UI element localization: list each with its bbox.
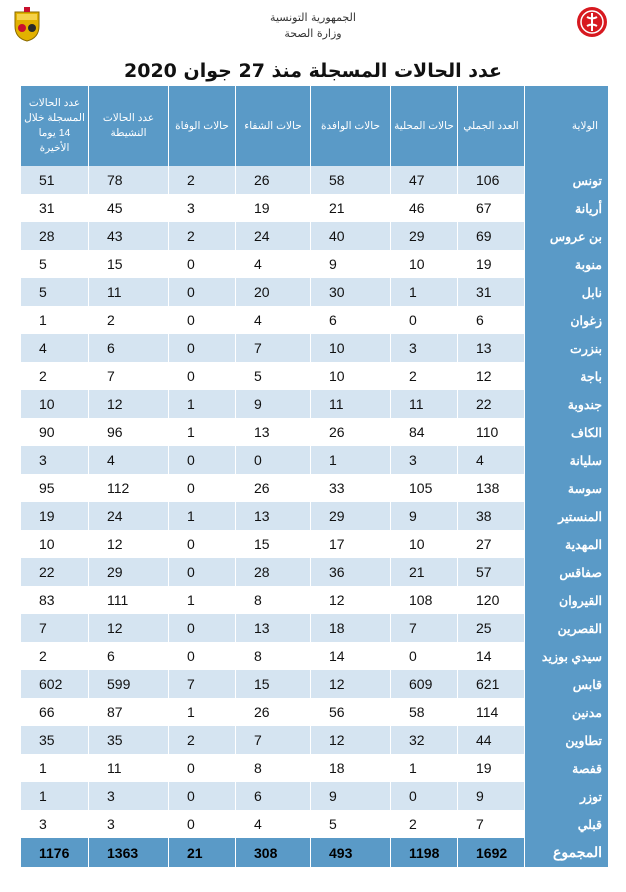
value-cell: 26: [236, 166, 311, 194]
value-cell: 112: [89, 474, 169, 502]
value-cell: 0: [169, 474, 236, 502]
governorate-cell: بنزرت: [525, 334, 609, 362]
governorate-cell: بن عروس: [525, 222, 609, 250]
value-cell: 0: [391, 782, 458, 810]
value-cell: 5: [21, 250, 89, 278]
value-cell: 9: [311, 782, 391, 810]
value-cell: 3: [89, 782, 169, 810]
value-cell: 44: [458, 726, 525, 754]
total-label-cell: المجموع: [525, 838, 609, 867]
table-row: [21, 278, 609, 306]
governorate-cell: صفاقس: [525, 558, 609, 586]
value-cell: 5: [236, 362, 311, 390]
table-row: [21, 586, 609, 614]
value-cell: 8: [236, 754, 311, 782]
value-cell: 29: [89, 558, 169, 586]
table-row: [21, 726, 609, 754]
governorate-cell: القيروان: [525, 586, 609, 614]
value-cell: 28: [21, 222, 89, 250]
value-cell: 105: [391, 474, 458, 502]
value-cell: 5: [311, 810, 391, 838]
value-cell: 3: [169, 194, 236, 222]
value-cell: 6: [458, 306, 525, 334]
governorate-cell: جندوبة: [525, 390, 609, 418]
value-cell: 24: [89, 502, 169, 530]
governorate-cell: نابل: [525, 278, 609, 306]
table-row: [21, 698, 609, 726]
value-cell: 0: [169, 250, 236, 278]
value-cell: 30: [311, 278, 391, 306]
value-cell: 11: [311, 390, 391, 418]
value-cell: 0: [169, 558, 236, 586]
value-cell: 29: [311, 502, 391, 530]
table-row: [21, 642, 609, 670]
value-cell: 87: [89, 698, 169, 726]
value-cell: 11: [89, 278, 169, 306]
value-cell: 10: [311, 362, 391, 390]
ministry-name: وزارة الصحة: [284, 27, 342, 40]
value-cell: 609: [391, 670, 458, 698]
value-cell: 110: [458, 418, 525, 446]
value-cell: 9: [391, 502, 458, 530]
value-cell: 111: [89, 586, 169, 614]
value-cell: 43: [89, 222, 169, 250]
table-row: [21, 166, 609, 194]
value-cell: 13: [236, 614, 311, 642]
value-cell: 27: [458, 530, 525, 558]
value-cell: 1: [391, 754, 458, 782]
governorate-cell: زغوان: [525, 306, 609, 334]
value-cell: 4: [458, 446, 525, 474]
value-cell: 12: [311, 670, 391, 698]
governorate-cell: أريانة: [525, 194, 609, 222]
table-row: [21, 530, 609, 558]
value-cell: 83: [21, 586, 89, 614]
value-cell: 4: [236, 306, 311, 334]
table-row: [21, 362, 609, 390]
value-cell: 7: [458, 810, 525, 838]
column-header: عدد الحالات النشيطة: [89, 86, 169, 166]
governorate-cell: سيدي بوزيد: [525, 642, 609, 670]
value-cell: 2: [21, 362, 89, 390]
page-title: عدد الحالات المسجلة منذ 27 جوان 2020: [20, 60, 606, 87]
value-cell: 3: [391, 334, 458, 362]
value-cell: 6: [236, 782, 311, 810]
value-cell: 0: [169, 642, 236, 670]
total-value-cell: 1692: [458, 838, 525, 867]
value-cell: 0: [236, 446, 311, 474]
value-cell: 1: [21, 306, 89, 334]
value-cell: 2: [391, 810, 458, 838]
value-cell: 2: [21, 642, 89, 670]
governorate-cell: الكاف: [525, 418, 609, 446]
value-cell: 7: [236, 726, 311, 754]
value-cell: 10: [21, 390, 89, 418]
value-cell: 9: [458, 782, 525, 810]
value-cell: 13: [236, 502, 311, 530]
value-cell: 13: [236, 418, 311, 446]
value-cell: 3: [391, 446, 458, 474]
value-cell: 15: [89, 250, 169, 278]
value-cell: 2: [391, 362, 458, 390]
value-cell: 58: [311, 166, 391, 194]
value-cell: 22: [21, 558, 89, 586]
value-cell: 32: [391, 726, 458, 754]
value-cell: 602: [21, 670, 89, 698]
value-cell: 11: [391, 390, 458, 418]
table-row: [21, 754, 609, 782]
value-cell: 0: [169, 754, 236, 782]
value-cell: 31: [21, 194, 89, 222]
value-cell: 4: [236, 810, 311, 838]
value-cell: 12: [311, 726, 391, 754]
value-cell: 56: [311, 698, 391, 726]
value-cell: 84: [391, 418, 458, 446]
republic-name: الجمهورية التونسية: [270, 11, 356, 24]
value-cell: 14: [458, 642, 525, 670]
value-cell: 90: [21, 418, 89, 446]
governorate-cell: باجة: [525, 362, 609, 390]
value-cell: 19: [21, 502, 89, 530]
table-row: [21, 614, 609, 642]
value-cell: 19: [458, 754, 525, 782]
value-cell: 10: [391, 530, 458, 558]
value-cell: 3: [21, 810, 89, 838]
value-cell: 1: [169, 502, 236, 530]
value-cell: 2: [89, 306, 169, 334]
governorate-cell: تونس: [525, 166, 609, 194]
value-cell: 10: [311, 334, 391, 362]
table-row: [21, 474, 609, 502]
value-cell: 57: [458, 558, 525, 586]
governorate-cell: سوسة: [525, 474, 609, 502]
value-cell: 2: [169, 222, 236, 250]
value-cell: 13: [458, 334, 525, 362]
value-cell: 2: [169, 166, 236, 194]
column-header: الولاية: [525, 86, 609, 166]
value-cell: 18: [311, 614, 391, 642]
table-row: [21, 306, 609, 334]
table-row: [21, 446, 609, 474]
value-cell: 4: [21, 334, 89, 362]
value-cell: 2: [169, 726, 236, 754]
value-cell: 40: [311, 222, 391, 250]
value-cell: 95: [21, 474, 89, 502]
governorate-cell: المنستير: [525, 502, 609, 530]
table-row: [21, 222, 609, 250]
value-cell: 138: [458, 474, 525, 502]
value-cell: 3: [89, 810, 169, 838]
governorate-cell: قبلي: [525, 810, 609, 838]
value-cell: 35: [89, 726, 169, 754]
governorate-cell: مدنين: [525, 698, 609, 726]
value-cell: 15: [236, 530, 311, 558]
value-cell: 26: [236, 474, 311, 502]
value-cell: 11: [89, 754, 169, 782]
column-header: حالات الوافدة: [311, 86, 391, 166]
value-cell: 12: [89, 614, 169, 642]
table-row: [21, 502, 609, 530]
total-value-cell: 21: [169, 838, 236, 867]
value-cell: 24: [236, 222, 311, 250]
header-text: [0, 10, 626, 42]
table-row: [21, 250, 609, 278]
value-cell: 1: [169, 586, 236, 614]
value-cell: 7: [21, 614, 89, 642]
governorate-cell: توزر: [525, 782, 609, 810]
value-cell: 58: [391, 698, 458, 726]
value-cell: 6: [89, 334, 169, 362]
table-row: [21, 390, 609, 418]
column-header: عدد الحالات المسجلة خلال 14 يوما الأخيرة: [21, 86, 89, 166]
value-cell: 1: [21, 754, 89, 782]
value-cell: 1: [169, 390, 236, 418]
value-cell: 38: [458, 502, 525, 530]
value-cell: 18: [311, 754, 391, 782]
table-row: [21, 558, 609, 586]
value-cell: 67: [458, 194, 525, 222]
column-header: حالات الشفاء: [236, 86, 311, 166]
column-header: حالات المحلية: [391, 86, 458, 166]
value-cell: 31: [458, 278, 525, 306]
value-cell: 0: [391, 306, 458, 334]
value-cell: 12: [89, 530, 169, 558]
value-cell: 1: [311, 446, 391, 474]
value-cell: 26: [236, 698, 311, 726]
value-cell: 6: [89, 642, 169, 670]
total-value-cell: 1176: [21, 838, 89, 867]
governorate-cell: قفصة: [525, 754, 609, 782]
value-cell: 4: [236, 250, 311, 278]
table-row: [21, 418, 609, 446]
value-cell: 29: [391, 222, 458, 250]
value-cell: 114: [458, 698, 525, 726]
value-cell: 9: [236, 390, 311, 418]
value-cell: 7: [391, 614, 458, 642]
value-cell: 0: [169, 782, 236, 810]
value-cell: 19: [458, 250, 525, 278]
column-header: حالات الوفاة: [169, 86, 236, 166]
value-cell: 6: [311, 306, 391, 334]
governorate-cell: القصرين: [525, 614, 609, 642]
value-cell: 9: [311, 250, 391, 278]
value-cell: 12: [458, 362, 525, 390]
value-cell: 25: [458, 614, 525, 642]
value-cell: 26: [311, 418, 391, 446]
health-ministry-emblem-icon: [576, 6, 608, 38]
value-cell: 21: [311, 194, 391, 222]
governorate-cell: المهدية: [525, 530, 609, 558]
value-cell: 0: [169, 362, 236, 390]
value-cell: 1: [169, 698, 236, 726]
value-cell: 78: [89, 166, 169, 194]
value-cell: 0: [391, 642, 458, 670]
value-cell: 51: [21, 166, 89, 194]
value-cell: 47: [391, 166, 458, 194]
value-cell: 0: [169, 614, 236, 642]
value-cell: 17: [311, 530, 391, 558]
value-cell: 15: [236, 670, 311, 698]
column-header: العدد الجملي: [458, 86, 525, 166]
value-cell: 45: [89, 194, 169, 222]
total-row: [21, 838, 609, 867]
value-cell: 96: [89, 418, 169, 446]
value-cell: 120: [458, 586, 525, 614]
value-cell: 21: [391, 558, 458, 586]
value-cell: 8: [236, 642, 311, 670]
value-cell: 1: [391, 278, 458, 306]
cases-table-container: [20, 86, 608, 867]
value-cell: 66: [21, 698, 89, 726]
governorate-cell: منوبة: [525, 250, 609, 278]
value-cell: 108: [391, 586, 458, 614]
total-value-cell: 308: [236, 838, 311, 867]
total-value-cell: 1363: [89, 838, 169, 867]
value-cell: 0: [169, 810, 236, 838]
value-cell: 0: [169, 446, 236, 474]
table-header-row: [21, 86, 609, 166]
total-value-cell: 1198: [391, 838, 458, 867]
value-cell: 12: [89, 390, 169, 418]
value-cell: 106: [458, 166, 525, 194]
value-cell: 0: [169, 278, 236, 306]
table-row: [21, 782, 609, 810]
value-cell: 46: [391, 194, 458, 222]
value-cell: 12: [311, 586, 391, 614]
page-header: [0, 0, 626, 56]
value-cell: 5: [21, 278, 89, 306]
value-cell: 22: [458, 390, 525, 418]
value-cell: 621: [458, 670, 525, 698]
value-cell: 7: [236, 334, 311, 362]
value-cell: 4: [89, 446, 169, 474]
value-cell: 3: [21, 446, 89, 474]
value-cell: 1: [21, 782, 89, 810]
value-cell: 69: [458, 222, 525, 250]
value-cell: 19: [236, 194, 311, 222]
governorate-cell: تطاوين: [525, 726, 609, 754]
value-cell: 0: [169, 306, 236, 334]
value-cell: 599: [89, 670, 169, 698]
value-cell: 7: [169, 670, 236, 698]
value-cell: 8: [236, 586, 311, 614]
value-cell: 0: [169, 530, 236, 558]
value-cell: 28: [236, 558, 311, 586]
value-cell: 10: [391, 250, 458, 278]
governorate-cell: قابس: [525, 670, 609, 698]
table-row: [21, 194, 609, 222]
cases-table: [20, 86, 609, 867]
governorate-cell: سليانة: [525, 446, 609, 474]
value-cell: 20: [236, 278, 311, 306]
value-cell: 10: [21, 530, 89, 558]
value-cell: 36: [311, 558, 391, 586]
total-value-cell: 493: [311, 838, 391, 867]
value-cell: 7: [89, 362, 169, 390]
value-cell: 14: [311, 642, 391, 670]
value-cell: 0: [169, 334, 236, 362]
table-row: [21, 334, 609, 362]
value-cell: 35: [21, 726, 89, 754]
table-row: [21, 810, 609, 838]
value-cell: 1: [169, 418, 236, 446]
value-cell: 33: [311, 474, 391, 502]
table-row: [21, 670, 609, 698]
